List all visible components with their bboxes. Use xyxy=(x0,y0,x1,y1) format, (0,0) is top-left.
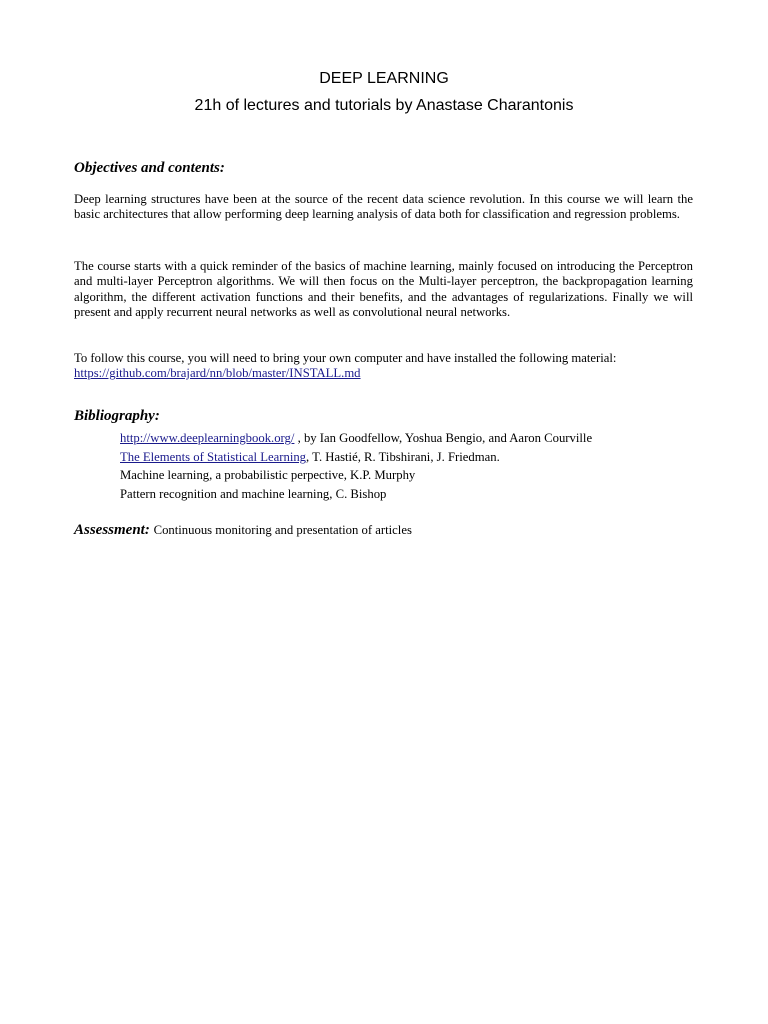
assessment-line xyxy=(74,521,412,539)
bibliography-item xyxy=(120,448,592,467)
bibliography-heading: Bibliography: xyxy=(74,408,160,424)
bibliography-item xyxy=(120,485,592,504)
objectives-heading: Objectives and contents: xyxy=(74,160,225,176)
assessment-text: Continuous monitoring and presentation of articles xyxy=(153,523,412,537)
document-subtitle: 21h of lectures and tutorials by Anastase Charantonis xyxy=(194,97,574,114)
elements-statistical-learning-link[interactable]: The Elements of Statistical Learning xyxy=(120,449,307,464)
install-link[interactable]: https://github.com/brajard/nn/blob/master/INSTALL.md xyxy=(74,366,361,381)
assessment-label: Assessment xyxy=(74,522,145,538)
objectives-paragraph-1: Deep learning structures have been at the source of the recent data science revolution. In this course we will learn the basic architectures that allow performing deep learning analysis of data both for classification and regression problems. xyxy=(74,192,693,222)
objectives-paragraph-2: The course starts with a quick reminder of the basics of machine learning, mainly focused on introducing the Perceptron and multi-layer Perceptron algorithms. We will then focus on the Multi-layer perceptron, the backpropagation learning algorithm, the different activation functions and their benefits, and the advantages of regularizations. Finally we will present and apply recurrent neural networks as well as convolutional neural networks. xyxy=(74,259,693,319)
install-instructions-text: To follow this course, you will need to bring your own computer and have installed the following material: xyxy=(74,351,617,365)
bibliography-item-text: Pattern recognition and machine learning, C. Bishop xyxy=(120,486,387,501)
bibliography-item-text: , by Ian Goodfellow, Yoshua Bengio, and Aaron Courville xyxy=(294,431,593,445)
assessment-colon: : xyxy=(144,522,154,538)
deeplearningbook-link[interactable]: http://www.deeplearningbook.org/ xyxy=(120,431,295,445)
bibliography-item-text: , T. Hastié, R. Tibshirani, J. Friedman. xyxy=(306,449,500,464)
document-title: DEEP LEARNING xyxy=(319,70,449,87)
bibliography-item-text: Machine learning, a probabilistic perpective, K.P. Murphy xyxy=(120,468,416,482)
bibliography-list xyxy=(120,429,592,503)
bibliography-item xyxy=(120,466,592,485)
bibliography-item xyxy=(120,429,592,448)
objectives-paragraph-3 xyxy=(74,351,693,382)
